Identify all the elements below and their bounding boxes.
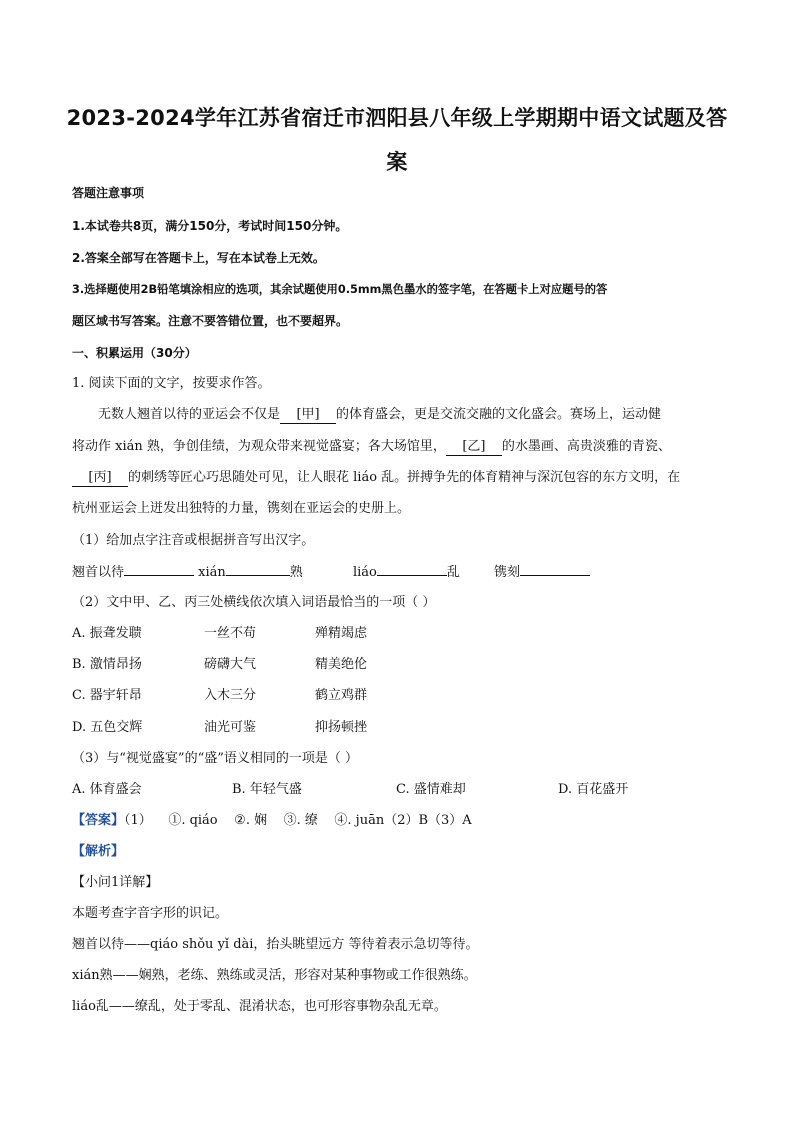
- passage-text: 无数人翘首以待的亚运会不仅是: [98, 407, 281, 422]
- analysis-tag: 【解析】: [72, 844, 125, 859]
- answer-blank: [124, 562, 194, 576]
- answer-blank: [520, 562, 590, 576]
- analysis-line-4: liáo乱——缭乱，处于零乱、混淆状态，也可形容事物杂乱无章。: [72, 999, 447, 1014]
- passage-line-4: 杭州亚运会上迸发出独特的力量，镌刻在亚运会的史册上。: [72, 501, 411, 516]
- option-d-word-3: 抑扬顿挫: [315, 720, 368, 735]
- passage-text: 的刺绣等匠心巧思随处可见，让人眼花 liáo 乱。拼搏争先的体育精神与深沉包容的东方文明，在: [128, 470, 681, 485]
- analysis-line: [72, 842, 124, 862]
- title-line-2: 案: [386, 150, 408, 174]
- option-d-word-2: 油光可鉴: [204, 720, 257, 735]
- option-b-label: B. 激情昂扬: [72, 657, 142, 672]
- fill-word-2: 熟: [289, 565, 303, 580]
- fill-pinyin-2: liáo: [352, 565, 377, 580]
- option-c-word-2: 入木三分: [204, 688, 257, 703]
- blank-jia: [甲]: [280, 407, 336, 424]
- passage-line-3: [72, 468, 680, 488]
- subquestion-3: （3）与“视觉盛宴”的“盛”语义相同的一项是（ ）: [72, 751, 358, 766]
- answer-text: （1） ①. qiáo ②. 娴 ③. 缭 ④. juān（2）B（3）A: [124, 813, 472, 828]
- section-heading: 一、积累运用（30分）: [72, 346, 197, 360]
- sub3-option-d: D. 百花盛开: [558, 782, 629, 797]
- notice-heading: 答题注意事项: [72, 186, 145, 200]
- subquestion-1: （1）给加点字注音或根据拼音写出汉字。: [72, 533, 315, 548]
- analysis-line-2: 翘首以待——qiáo shǒu yǐ dài，抬头眺望远方 等待着表示急切等待。: [72, 937, 479, 952]
- option-b-word-2: 磅礴大气: [204, 657, 257, 672]
- answer-blank: [226, 562, 290, 576]
- fill-word-1: 翘首以待: [72, 565, 125, 580]
- option-b-word-3: 精美绝伦: [315, 657, 368, 672]
- option-a-word-2: 一丝不苟: [204, 626, 257, 641]
- subquestion-2: （2）文中甲、乙、丙三处横线依次填入词语最恰当的一项（ ）: [72, 595, 436, 610]
- answer-tag: 【答案】: [72, 813, 125, 828]
- analysis-subheading: 【小问1详解】: [72, 875, 159, 890]
- question-1-stem: 1. 阅读下面的文字，按要求作答。: [72, 376, 271, 391]
- fill-word-3: 乱: [446, 565, 460, 580]
- analysis-line-3: xián熟——娴熟，老练、熟练或灵活，形容对某种事物或工作很熟练。: [72, 968, 477, 983]
- sub3-option-a: A. 体育盛会: [72, 782, 142, 797]
- notice-item-3b: 题区域书写答案。注意不要答错位置，也不要超界。: [72, 314, 349, 328]
- option-a-label: A. 振聋发聩: [72, 626, 142, 641]
- passage-line-1: [98, 405, 661, 425]
- fill-in-row: [72, 562, 590, 583]
- notice-item-1: 1.本试卷共8页，满分150分，考试时间150分钟。: [72, 219, 348, 233]
- passage-text: 将动作 xián 熟，争创佳绩，为观众带来视觉盛宴；各大场馆里，: [72, 439, 446, 454]
- passage-text: 的水墨画、高贵淡雅的青瓷、: [501, 439, 671, 454]
- notice-item-2: 2.答案全部写在答题卡上，写在本试卷上无效。: [72, 251, 325, 265]
- sub3-option-b: B. 年轻气盛: [232, 782, 302, 797]
- notice-item-3a: 3.选择题使用2B铅笔填涂相应的选项，其余试题使用0.5mm黑色墨水的签字笔，在答题卡上对应题号的答: [72, 283, 608, 296]
- analysis-line-1: 本题考查字音字形的识记。: [72, 906, 229, 921]
- blank-bing: [丙]: [72, 470, 128, 487]
- fill-word-4: 镌刻: [494, 565, 521, 580]
- answer-line: [72, 811, 472, 831]
- blank-yi: [乙]: [446, 439, 502, 456]
- title-line-1: 2023-2024学年江苏省宿迁市泗阳县八年级上学期期中语文试题及答: [66, 106, 728, 130]
- passage-text: 的体育盛会，更是交流交融的文化盛会。赛场上，运动健: [336, 407, 662, 422]
- option-c-label: C. 器宇轩昂: [72, 688, 142, 703]
- answer-blank: [377, 562, 447, 576]
- option-d-label: D. 五色交辉: [72, 720, 143, 735]
- fill-pinyin-1: xián: [198, 565, 226, 580]
- option-c-word-3: 鹤立鸡群: [315, 688, 368, 703]
- passage-line-2: [72, 437, 671, 457]
- option-a-word-3: 殚精竭虑: [315, 626, 368, 641]
- sub3-option-c: C. 盛情难却: [396, 782, 466, 797]
- page-title: [60, 96, 734, 184]
